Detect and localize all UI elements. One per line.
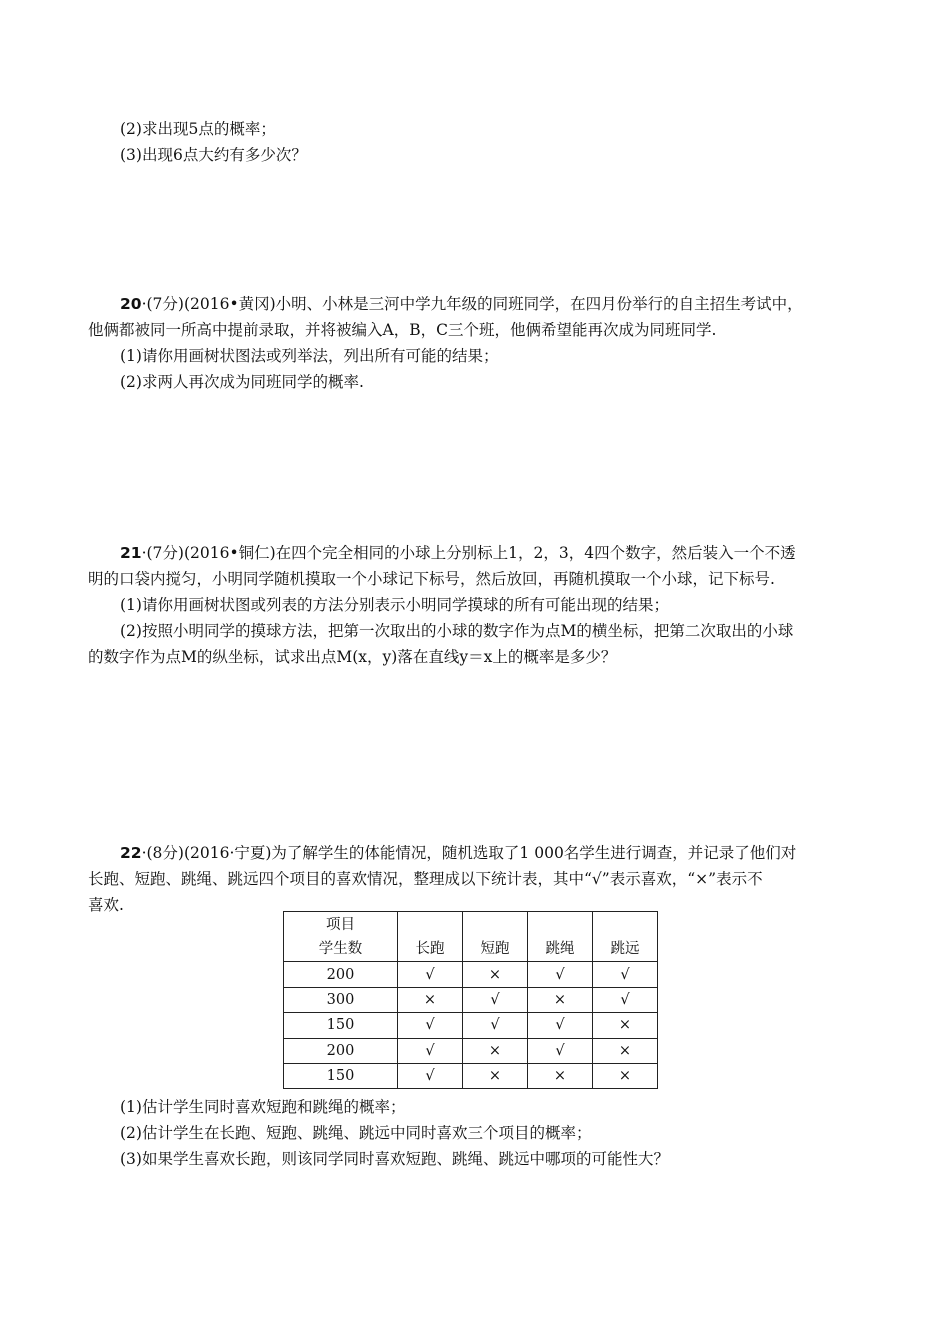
table-header-row-top bbox=[284, 912, 658, 938]
q20-part1: (1)请你用画树状图法或列举法，列出所有可能的结果； bbox=[120, 347, 499, 365]
table-row bbox=[284, 1013, 658, 1038]
table-cell: × bbox=[593, 1038, 658, 1063]
table-row bbox=[284, 962, 658, 987]
table-corner-students: 学生数 bbox=[284, 937, 398, 962]
table-cell: 200 bbox=[284, 962, 398, 987]
table-header-cell: 跳远 bbox=[593, 912, 658, 962]
statistics-table bbox=[283, 911, 658, 1089]
q22-line1 bbox=[120, 842, 796, 864]
q21-line2: 明的口袋内搅匀，小明同学随机摸取一个小球记下标号，然后放回，再随机摸取一个小球，记下标号. bbox=[88, 570, 775, 588]
table-cell: √ bbox=[528, 962, 593, 987]
table-cell: √ bbox=[528, 1013, 593, 1038]
table-cell: √ bbox=[398, 962, 463, 987]
table-cell: √ bbox=[463, 987, 528, 1012]
table-cell: × bbox=[528, 987, 593, 1012]
q20-line2: 他俩都被同一所高中提前录取，并将被编入A，B，C三个班，他俩希望能再次成为同班同学. bbox=[88, 321, 717, 339]
table-cell: × bbox=[593, 1063, 658, 1088]
table-cell: √ bbox=[398, 1013, 463, 1038]
table-corner-item: 项目 bbox=[284, 912, 398, 938]
table-cell: × bbox=[463, 962, 528, 987]
table-header-cell: 长跑 bbox=[398, 912, 463, 962]
q20-part2: (2)求两人再次成为同班同学的概率. bbox=[120, 373, 364, 391]
q20-stem-line1: ·(7分)(2016•黄冈)小明、小林是三河中学九年级的同班同学，在四月份举行的自主招生考试中， bbox=[141, 295, 803, 313]
table-cell: × bbox=[463, 1063, 528, 1088]
table-header-cell: 跳绳 bbox=[528, 912, 593, 962]
q19-part3: (3)出现6点大约有多少次？ bbox=[120, 146, 307, 164]
q21-part2a: (2)按照小明同学的摸球方法，把第一次取出的小球的数字作为点M的横坐标，把第二次取出的小球 bbox=[120, 622, 794, 640]
table-cell: × bbox=[528, 1063, 593, 1088]
q22-line3: 喜欢. bbox=[88, 896, 124, 914]
table-cell: √ bbox=[463, 1013, 528, 1038]
q21-part2b: 的数字作为点M的纵坐标，试求出点M(x，y)落在直线y＝x上的概率是多少？ bbox=[88, 648, 617, 666]
table-cell: 150 bbox=[284, 1063, 398, 1088]
q22-part3: (3)如果学生喜欢长跑，则该同学同时喜欢短跑、跳绳、跳远中哪项的可能性大？ bbox=[120, 1150, 669, 1168]
q22-line2: 长跑、短跑、跳绳、跳远四个项目的喜欢情况，整理成以下统计表，其中“√”表示喜欢，“×”表示不 bbox=[88, 870, 763, 888]
q21-line1 bbox=[120, 542, 796, 564]
table-row bbox=[284, 1063, 658, 1088]
table-cell: × bbox=[398, 987, 463, 1012]
q19-part2: (2)求出现5点的概率； bbox=[120, 120, 276, 138]
q22-part2: (2)估计学生在长跑、短跑、跳绳、跳远中同时喜欢三个项目的概率； bbox=[120, 1124, 592, 1142]
q21-part1: (1)请你用画树状图或列表的方法分别表示小明同学摸球的所有可能出现的结果； bbox=[120, 596, 669, 614]
table-cell: × bbox=[593, 1013, 658, 1038]
table-header-cell: 短跑 bbox=[463, 912, 528, 962]
q21-stem-line1: ·(7分)(2016•铜仁)在四个完全相同的小球上分别标上1，2，3，4四个数字，然后装入一个不透 bbox=[141, 544, 796, 562]
table-cell: × bbox=[463, 1038, 528, 1063]
table-cell: √ bbox=[398, 1038, 463, 1063]
q22-stem-line1: ·(8分)(2016·宁夏)为了解学生的体能情况，随机选取了1 000名学生进行调查，并记录了他们对 bbox=[141, 844, 797, 862]
table-cell: √ bbox=[528, 1038, 593, 1063]
table-row bbox=[284, 1038, 658, 1063]
table-cell: √ bbox=[593, 987, 658, 1012]
table-cell: √ bbox=[398, 1063, 463, 1088]
q20-line1 bbox=[120, 293, 803, 315]
table-cell: √ bbox=[593, 962, 658, 987]
q20-number: 20 bbox=[120, 295, 142, 313]
q22-part1: (1)估计学生同时喜欢短跑和跳绳的概率； bbox=[120, 1098, 406, 1116]
table-cell: 200 bbox=[284, 1038, 398, 1063]
table-cell: 150 bbox=[284, 1013, 398, 1038]
q21-number: 21 bbox=[120, 544, 142, 562]
q22-number: 22 bbox=[120, 844, 142, 862]
table-row bbox=[284, 987, 658, 1012]
table-cell: 300 bbox=[284, 987, 398, 1012]
